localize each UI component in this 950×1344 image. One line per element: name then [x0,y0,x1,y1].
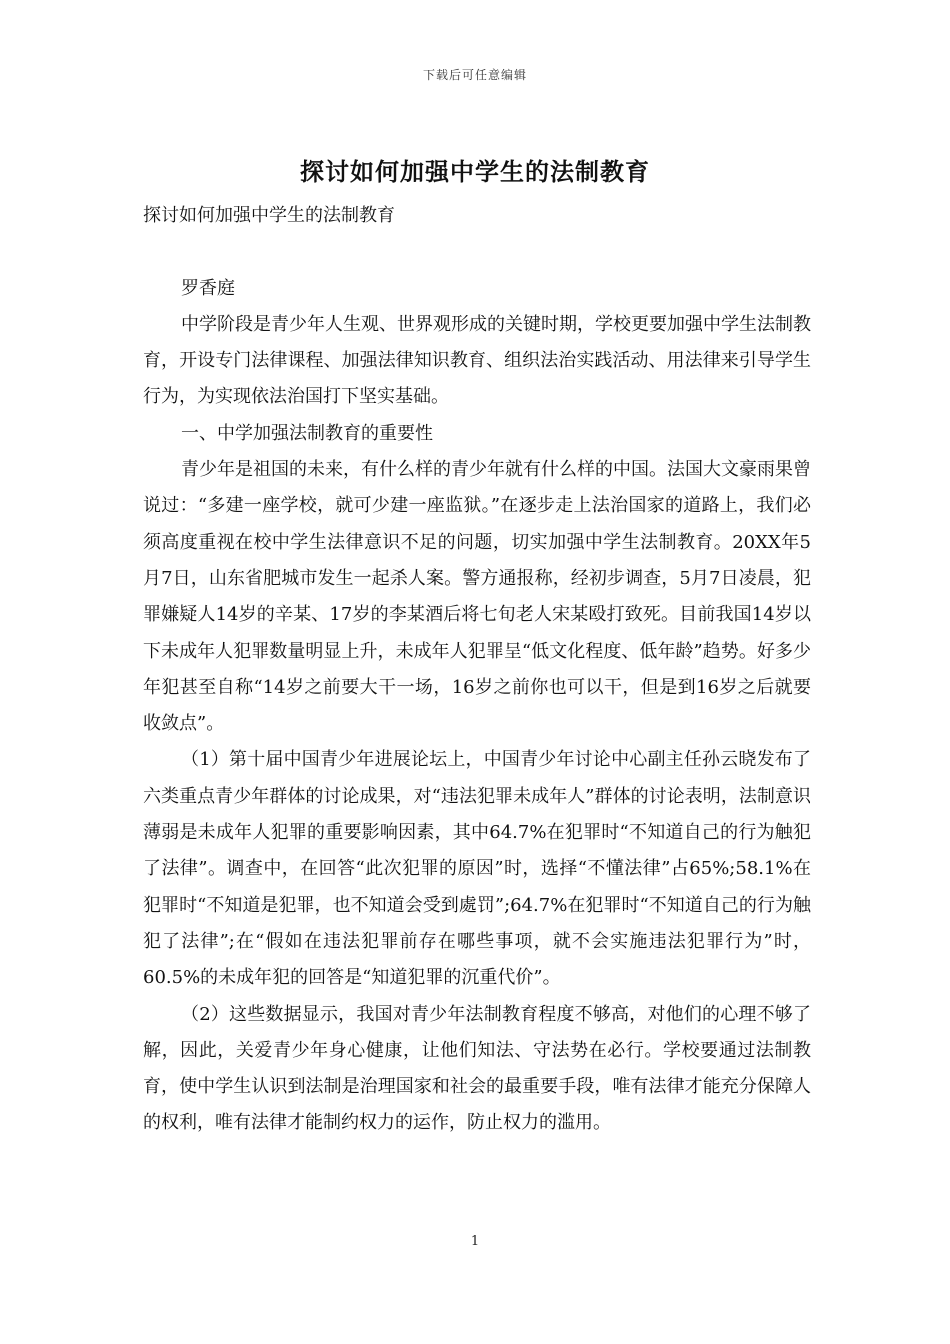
author-name: 罗香庭 [181,277,235,299]
paragraph-survey-2: （2）这些数据显示，我国对青少年法制教育程度不够高，对他们的心理不够了解，因此，关爱青少年身心健康，让他们知法、守法势在必行。学校要通过法制教育，使中学生认识到法制是治理国家和社会的最重要手段，唯有法律才能充分保障人的权利，唯有法律才能制约权力的运作，防止权力的滥用。 [143,1003,811,1134]
paragraph-abstract: 中学阶段是青少年人生观、世界观形成的关键时期，学校更要加强中学生法制教育，开设专门法律课程、加强法律知识教育、组织法治实践活动、用法律来引导学生行为，为实现依法治国打下坚实基础。 [143,313,811,408]
document-subtitle: 探讨如何加强中学生的法制教育 [143,205,395,226]
blank-line [143,234,811,270]
header-note: 下载后可任意编辑 [422,68,527,82]
paragraph-survey-1: （1）第十届中国青少年进展论坛上，中国青少年讨论中心副主任孙云晓发布了六类重点青少年群体的讨论成果，对“违法犯罪未成年人”群体的讨论表明，法制意识薄弱是未成年人犯罪的重要影响因素，其中64.7%在犯罪时“不知道自己的行为触犯了法律”。调查中，在回答“此次犯罪的原因”时，选择“不懂法律”占65%;58.1%在犯罪时“不知道是犯罪，也不知道会受到處罚”;64.7%在犯罪时“不知道自己的行为触犯了法律”;在“假如在违法犯罪前存在哪些事项，就不会实施违法犯罪行为”时，60.5%的未成年犯的回答是“知道犯罪的沉重代价”。 [143,749,811,989]
page-number: 1 [470,1234,480,1249]
paragraph-importance: 青少年是祖国的未来，有什么样的青少年就有什么样的中国。法国大文豪雨果曾说过：“多建一座学校，就可少建一座监狱。”在逐步走上法治国家的道路上，我们必须高度重视在校中学生法律意识不足的问题，切实加强中学生法制教育。20XX年5月7日，山东省肥城市发生一起杀人案。警方通报称，经初步调查，5月7日凌晨，犯罪嫌疑人14岁的辛某、17岁的李某酒后将七旬老人宋某殴打致死。目前我国14岁以下未成年人犯罪数量明显上升，未成年人犯罪呈“低文化程度、低年龄”趋势。好多少年犯甚至自称“14岁之前要大干一场，16岁之前你也可以干，但是到16岁之后就要收敛点”。 [143,459,811,735]
section-heading: 一、中学加强法制教育的重要性 [181,422,433,444]
document-title: 探讨如何加强中学生的法制教育 [300,157,650,186]
document-body [143,198,811,1142]
